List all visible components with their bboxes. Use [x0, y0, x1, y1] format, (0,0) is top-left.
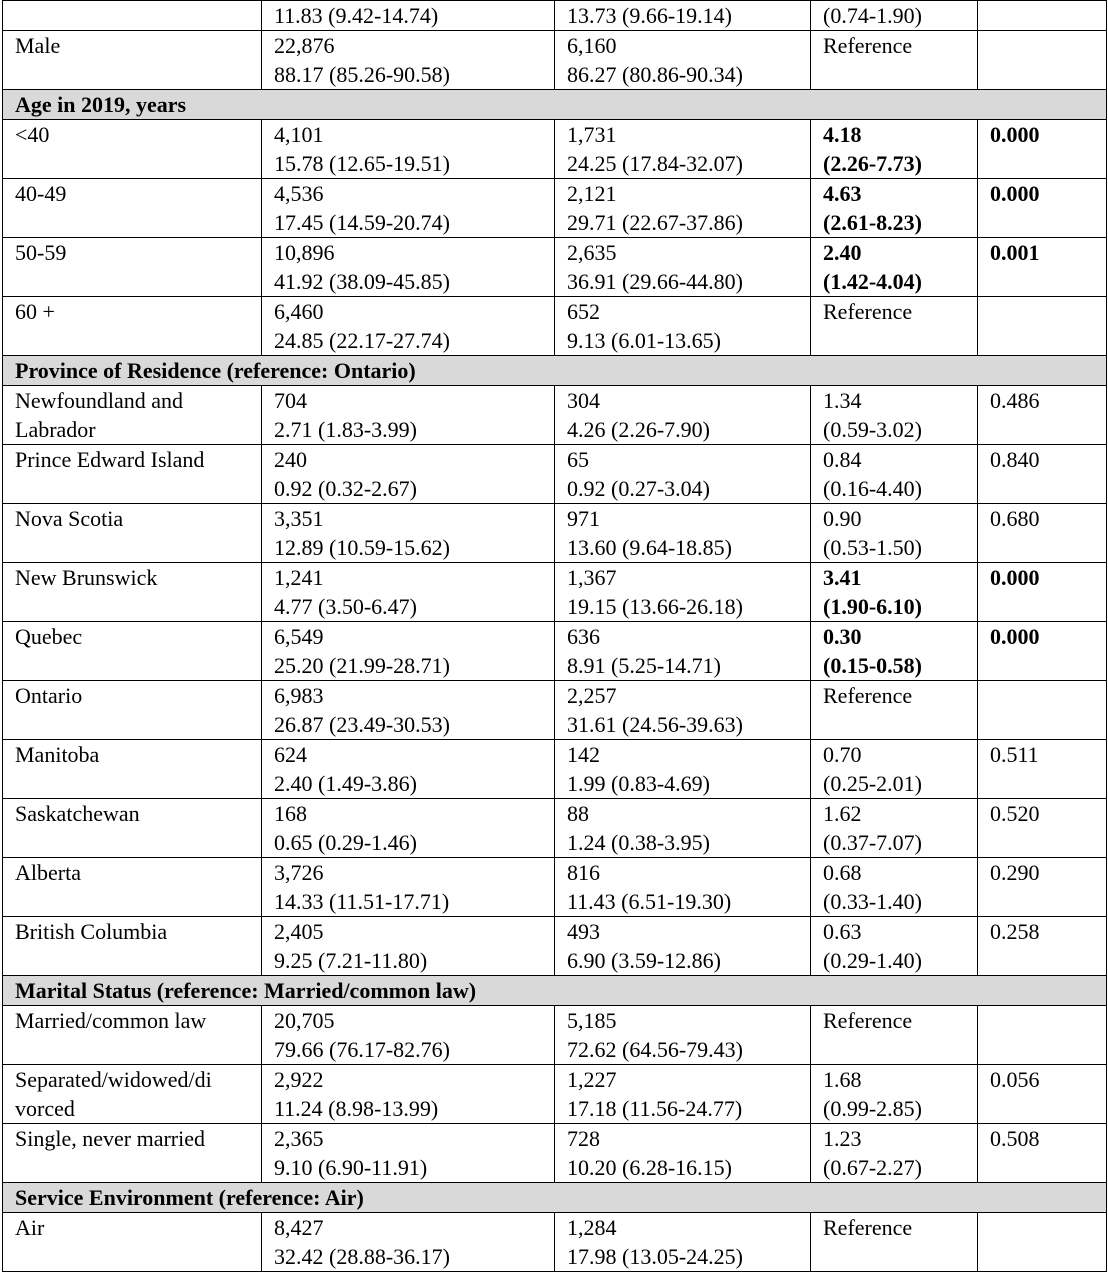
percent-ci: 88.17 (85.26-90.58) — [274, 62, 450, 87]
percent-ci: 12.89 (10.59-15.62) — [274, 535, 450, 560]
table-row — [3, 681, 1107, 740]
odds-ratio: Reference — [823, 1008, 913, 1033]
group2-cell — [555, 1006, 811, 1065]
count: 4,101 — [274, 122, 324, 147]
count: 4,536 — [274, 181, 324, 206]
count: 2,405 — [274, 919, 324, 944]
odds-ratio-cell — [811, 1213, 978, 1272]
section-header-row — [3, 976, 1107, 1006]
count: 1,367 — [567, 565, 617, 590]
count: 971 — [567, 506, 600, 531]
group2-cell — [555, 1124, 811, 1183]
percent-ci: 17.18 (11.56-24.77) — [567, 1096, 743, 1121]
section-header: Service Environment (reference: Air) — [3, 1183, 1107, 1213]
row-label: New Brunswick — [3, 563, 262, 622]
odds-ratio-cell — [811, 799, 978, 858]
odds-ratio: Reference — [823, 683, 913, 708]
p-value-cell: 0.056 — [978, 1065, 1107, 1124]
group2-cell — [555, 504, 811, 563]
section-header: Age in 2019, years — [3, 90, 1107, 120]
odds-ratio: 2.40 — [823, 240, 862, 265]
cell-group2: 13.73 (9.66-19.14) — [555, 1, 811, 31]
p-value-cell: 0.511 — [978, 740, 1107, 799]
table-row — [3, 740, 1107, 799]
p-value-cell: 0.258 — [978, 917, 1107, 976]
count: 10,896 — [274, 240, 335, 265]
group1-cell — [262, 179, 555, 238]
row-label: Ontario — [3, 681, 262, 740]
odds-ratio-cell — [811, 31, 978, 90]
percent-ci: 72.62 (64.56-79.43) — [567, 1037, 743, 1062]
group2-cell — [555, 858, 811, 917]
p-value-cell: 0.000 — [978, 120, 1107, 179]
p-value-cell: 0.290 — [978, 858, 1107, 917]
group1-cell — [262, 120, 555, 179]
count: 65 — [567, 447, 589, 472]
section-header: Marital Status (reference: Married/common law) — [3, 976, 1107, 1006]
percent-ci: 25.20 (21.99-28.71) — [274, 653, 450, 678]
table-row — [3, 504, 1107, 563]
count: 6,460 — [274, 299, 324, 324]
row-label: 60 + — [3, 297, 262, 356]
table-row — [3, 1213, 1107, 1272]
section-header: Province of Residence (reference: Ontario) — [3, 356, 1107, 386]
odds-ratio: 4.63 — [823, 181, 862, 206]
count: 142 — [567, 742, 600, 767]
odds-ratio-ci: (0.15-0.58) — [823, 653, 922, 678]
percent-ci: 8.91 (5.25-14.71) — [567, 653, 721, 678]
p-value-cell: 0.840 — [978, 445, 1107, 504]
odds-ratio-cell — [811, 740, 978, 799]
group2-cell — [555, 445, 811, 504]
odds-ratio-cell — [811, 681, 978, 740]
group2-cell — [555, 740, 811, 799]
percent-ci: 79.66 (76.17-82.76) — [274, 1037, 450, 1062]
odds-ratio-cell — [811, 386, 978, 445]
percent-ci: 1.24 (0.38-3.95) — [567, 830, 710, 855]
table-row — [3, 179, 1107, 238]
group2-cell — [555, 120, 811, 179]
odds-ratio-cell — [811, 1124, 978, 1183]
odds-ratio: 0.68 — [823, 860, 862, 885]
row-label: 50-59 — [3, 238, 262, 297]
count: 6,549 — [274, 624, 324, 649]
count: 6,983 — [274, 683, 324, 708]
count: 1,227 — [567, 1067, 617, 1092]
percent-ci: 15.78 (12.65-19.51) — [274, 151, 450, 176]
cell-odds-ratio: (0.74-1.90) — [811, 1, 978, 31]
count: 240 — [274, 447, 307, 472]
percent-ci: 13.60 (9.64-18.85) — [567, 535, 732, 560]
group1-cell — [262, 445, 555, 504]
section-header-row — [3, 1183, 1107, 1213]
odds-ratio: Reference — [823, 299, 913, 324]
count: 2,365 — [274, 1126, 324, 1151]
count: 636 — [567, 624, 600, 649]
table-row — [3, 622, 1107, 681]
p-value-cell: 0.486 — [978, 386, 1107, 445]
odds-ratio-ci: (0.67-2.27) — [823, 1155, 922, 1180]
group2-cell — [555, 297, 811, 356]
count: 1,241 — [274, 565, 324, 590]
count: 168 — [274, 801, 307, 826]
table-body — [3, 1, 1107, 1272]
table-row — [3, 917, 1107, 976]
percent-ci: 9.10 (6.90-11.91) — [274, 1155, 428, 1180]
odds-ratio: 0.70 — [823, 742, 862, 767]
count: 816 — [567, 860, 600, 885]
percent-ci: 31.61 (24.56-39.63) — [567, 712, 743, 737]
percent-ci: 0.65 (0.29-1.46) — [274, 830, 417, 855]
percent-ci: 0.92 (0.27-3.04) — [567, 476, 710, 501]
odds-ratio-cell — [811, 297, 978, 356]
odds-ratio-cell — [811, 504, 978, 563]
group1-cell — [262, 681, 555, 740]
group2-cell — [555, 622, 811, 681]
row-label: British Columbia — [3, 917, 262, 976]
row-label: Male — [3, 31, 262, 90]
group1-cell — [262, 1213, 555, 1272]
row-label: <40 — [3, 120, 262, 179]
odds-ratio-ci: (0.16-4.40) — [823, 476, 922, 501]
percent-ci: 14.33 (11.51-17.71) — [274, 889, 450, 914]
count: 624 — [274, 742, 307, 767]
percent-ci: 86.27 (80.86-90.34) — [567, 62, 743, 87]
odds-ratio: Reference — [823, 1215, 913, 1240]
odds-ratio-ci: (0.99-2.85) — [823, 1096, 922, 1121]
group2-cell — [555, 563, 811, 622]
section-header-row — [3, 90, 1107, 120]
section-header-row — [3, 356, 1107, 386]
row-label: Quebec — [3, 622, 262, 681]
p-value-cell: 0.000 — [978, 622, 1107, 681]
percent-ci: 11.24 (8.98-13.99) — [274, 1096, 439, 1121]
p-value-cell — [978, 297, 1107, 356]
odds-ratio: 4.18 — [823, 122, 862, 147]
p-value-cell — [978, 1213, 1107, 1272]
table-row — [3, 297, 1107, 356]
count: 5,185 — [567, 1008, 617, 1033]
odds-ratio: 0.90 — [823, 506, 862, 531]
odds-ratio: 1.68 — [823, 1067, 862, 1092]
group1-cell — [262, 238, 555, 297]
odds-ratio-ci: (0.37-7.07) — [823, 830, 922, 855]
row-label: Married/common law — [3, 1006, 262, 1065]
p-value-cell: 0.000 — [978, 179, 1107, 238]
table-row — [3, 120, 1107, 179]
odds-ratio: 0.63 — [823, 919, 862, 944]
count: 2,922 — [274, 1067, 324, 1092]
count: 1,284 — [567, 1215, 617, 1240]
percent-ci: 19.15 (13.66-26.18) — [567, 594, 743, 619]
p-value-cell: 0.000 — [978, 563, 1107, 622]
count: 3,726 — [274, 860, 324, 885]
group2-cell — [555, 917, 811, 976]
cell-group1: 11.83 (9.42-14.74) — [262, 1, 555, 31]
group2-cell — [555, 386, 811, 445]
p-value-cell: 0.001 — [978, 238, 1107, 297]
count: 22,876 — [274, 33, 335, 58]
odds-ratio: 1.23 — [823, 1126, 862, 1151]
table-row — [3, 445, 1107, 504]
group2-cell — [555, 179, 811, 238]
group2-cell — [555, 1213, 811, 1272]
row-label: Nova Scotia — [3, 504, 262, 563]
percent-ci: 1.99 (0.83-4.69) — [567, 771, 710, 796]
odds-ratio-cell — [811, 1065, 978, 1124]
table-row — [3, 799, 1107, 858]
percent-ci: 17.98 (13.05-24.25) — [567, 1244, 743, 1269]
table-row — [3, 386, 1107, 445]
odds-ratio-ci: (1.42-4.04) — [823, 269, 922, 294]
table-row — [3, 238, 1107, 297]
group2-cell — [555, 1065, 811, 1124]
p-value-cell: 0.520 — [978, 799, 1107, 858]
percent-ci: 17.45 (14.59-20.74) — [274, 210, 450, 235]
group2-cell — [555, 31, 811, 90]
count: 3,351 — [274, 506, 324, 531]
row-label: Alberta — [3, 858, 262, 917]
odds-ratio: 3.41 — [823, 565, 862, 590]
percent-ci: 9.25 (7.21-11.80) — [274, 948, 428, 973]
odds-ratio-ci: (2.26-7.73) — [823, 151, 922, 176]
group1-cell — [262, 386, 555, 445]
group1-cell — [262, 31, 555, 90]
odds-ratio: 1.62 — [823, 801, 862, 826]
row-label: Newfoundland and Labrador — [3, 386, 262, 445]
group2-cell — [555, 681, 811, 740]
odds-ratio-ci: (0.53-1.50) — [823, 535, 922, 560]
odds-ratio-ci: (2.61-8.23) — [823, 210, 922, 235]
group2-cell — [555, 799, 811, 858]
group1-cell — [262, 858, 555, 917]
percent-ci: 26.87 (23.49-30.53) — [274, 712, 450, 737]
p-value-cell: 0.508 — [978, 1124, 1107, 1183]
odds-ratio: Reference — [823, 33, 913, 58]
count: 2,121 — [567, 181, 617, 206]
group1-cell — [262, 799, 555, 858]
percent-ci: 9.13 (6.01-13.65) — [567, 328, 721, 353]
row-label: Separated/widowed/di vorced — [3, 1065, 262, 1124]
p-value-cell: 0.680 — [978, 504, 1107, 563]
group1-cell — [262, 917, 555, 976]
percent-ci: 4.26 (2.26-7.90) — [567, 417, 710, 442]
row-label: Manitoba — [3, 740, 262, 799]
odds-ratio-ci: (0.59-3.02) — [823, 417, 922, 442]
percent-ci: 10.20 (6.28-16.15) — [567, 1155, 732, 1180]
odds-ratio-cell — [811, 858, 978, 917]
count: 728 — [567, 1126, 600, 1151]
odds-ratio-ci: (1.90-6.10) — [823, 594, 922, 619]
odds-ratio-cell — [811, 238, 978, 297]
table-row — [3, 1065, 1107, 1124]
table-row — [3, 858, 1107, 917]
p-value-cell — [978, 681, 1107, 740]
results-table — [2, 0, 1107, 1272]
odds-ratio-cell — [811, 622, 978, 681]
odds-ratio-ci: (0.33-1.40) — [823, 889, 922, 914]
percent-ci: 6.90 (3.59-12.86) — [567, 948, 721, 973]
odds-ratio-cell — [811, 1006, 978, 1065]
row-label: Saskatchewan — [3, 799, 262, 858]
count: 6,160 — [567, 33, 617, 58]
percent-ci: 4.77 (3.50-6.47) — [274, 594, 417, 619]
group1-cell — [262, 622, 555, 681]
percent-ci: 24.85 (22.17-27.74) — [274, 328, 450, 353]
percent-ci: 36.91 (29.66-44.80) — [567, 269, 743, 294]
odds-ratio-cell — [811, 120, 978, 179]
table-row — [3, 1006, 1107, 1065]
group1-cell — [262, 1124, 555, 1183]
odds-ratio-cell — [811, 563, 978, 622]
table-row — [3, 1124, 1107, 1183]
p-value-cell — [978, 31, 1107, 90]
percent-ci: 24.25 (17.84-32.07) — [567, 151, 743, 176]
count: 652 — [567, 299, 600, 324]
count: 704 — [274, 388, 307, 413]
group1-cell — [262, 297, 555, 356]
p-value-cell — [978, 1006, 1107, 1065]
row-label: Prince Edward Island — [3, 445, 262, 504]
table-row — [3, 1, 1107, 31]
group1-cell — [262, 740, 555, 799]
group1-cell — [262, 1065, 555, 1124]
percent-ci: 29.71 (22.67-37.86) — [567, 210, 743, 235]
count: 8,427 — [274, 1215, 324, 1240]
group1-cell — [262, 504, 555, 563]
odds-ratio-cell — [811, 445, 978, 504]
odds-ratio-ci: (0.29-1.40) — [823, 948, 922, 973]
odds-ratio: 0.30 — [823, 624, 862, 649]
odds-ratio-cell — [811, 917, 978, 976]
count: 20,705 — [274, 1008, 335, 1033]
count: 493 — [567, 919, 600, 944]
group1-cell — [262, 563, 555, 622]
table-row — [3, 31, 1107, 90]
odds-ratio-cell — [811, 179, 978, 238]
count: 2,635 — [567, 240, 617, 265]
table-row — [3, 563, 1107, 622]
group1-cell — [262, 1006, 555, 1065]
row-label: 40-49 — [3, 179, 262, 238]
percent-ci: 32.42 (28.88-36.17) — [274, 1244, 450, 1269]
percent-ci: 2.40 (1.49-3.86) — [274, 771, 417, 796]
odds-ratio: 0.84 — [823, 447, 862, 472]
percent-ci: 41.92 (38.09-45.85) — [274, 269, 450, 294]
cell-label — [3, 1, 262, 31]
cell-p-value — [978, 1, 1107, 31]
odds-ratio-ci: (0.25-2.01) — [823, 771, 922, 796]
row-label: Single, never married — [3, 1124, 262, 1183]
count: 304 — [567, 388, 600, 413]
count: 1,731 — [567, 122, 617, 147]
row-label: Air — [3, 1213, 262, 1272]
percent-ci: 0.92 (0.32-2.67) — [274, 476, 417, 501]
count: 88 — [567, 801, 589, 826]
percent-ci: 11.43 (6.51-19.30) — [567, 889, 732, 914]
count: 2,257 — [567, 683, 617, 708]
odds-ratio: 1.34 — [823, 388, 862, 413]
group2-cell — [555, 238, 811, 297]
percent-ci: 2.71 (1.83-3.99) — [274, 417, 417, 442]
